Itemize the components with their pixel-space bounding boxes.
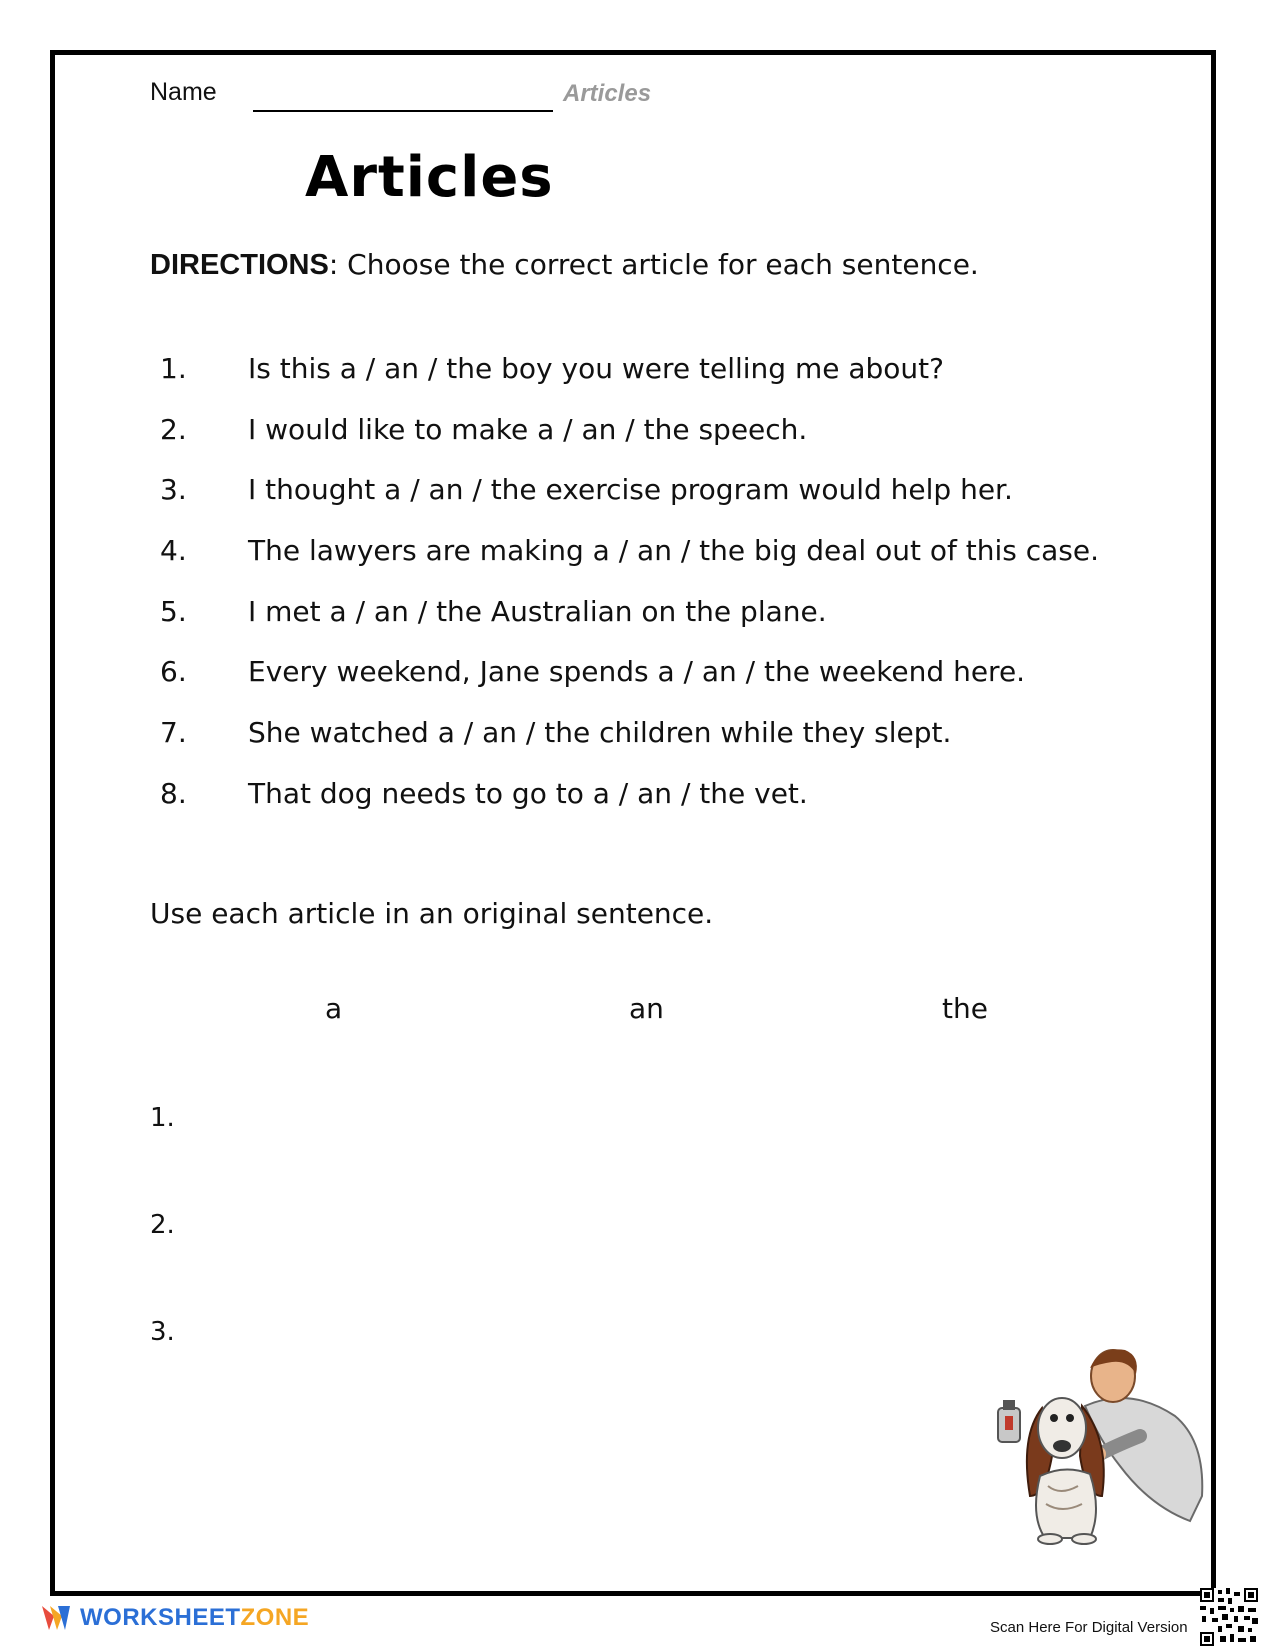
worksheetzone-w-icon bbox=[40, 1602, 72, 1634]
name-input-line[interactable] bbox=[253, 110, 553, 112]
question-text: I met a / an / the Australian on the plane. bbox=[248, 594, 827, 628]
question-text: I would like to make a / an / the speech. bbox=[248, 412, 808, 446]
article-word-the: the bbox=[942, 992, 988, 1025]
question-text: Every weekend, Jane spends a / an / the weekend here. bbox=[248, 655, 1026, 689]
question-number: 7. bbox=[160, 716, 187, 750]
section-instruction: Use each article in an original sentence. bbox=[150, 897, 714, 930]
question-number: 1. bbox=[160, 352, 187, 385]
vet-with-basset-hound-illustration bbox=[990, 1346, 1218, 1546]
logo-text-part2: ZONE bbox=[240, 1604, 310, 1631]
question-item bbox=[160, 534, 1099, 595]
question-text: The lawyers are making a / an / the big deal out of this case. bbox=[248, 534, 1099, 568]
sentence-line-number: 1. bbox=[150, 1103, 175, 1133]
question-item bbox=[160, 655, 1099, 716]
question-item bbox=[160, 716, 1099, 777]
question-item bbox=[160, 413, 1099, 474]
directions-label: DIRECTIONS bbox=[150, 249, 329, 281]
question-list bbox=[160, 352, 1099, 838]
question-item bbox=[160, 473, 1099, 534]
name-label: Name bbox=[150, 78, 217, 106]
sentence-line-number: 2. bbox=[150, 1210, 175, 1240]
question-text: I thought a / an / the exercise program would help her. bbox=[248, 473, 1013, 507]
page-title: Articles bbox=[305, 145, 554, 210]
question-item bbox=[160, 352, 1099, 413]
question-text: That dog needs to go to a / an / the vet. bbox=[248, 776, 808, 810]
question-item bbox=[160, 777, 1099, 838]
header-tag: Articles bbox=[563, 80, 652, 107]
question-number: 3. bbox=[160, 473, 187, 507]
question-number: 2. bbox=[160, 412, 187, 446]
worksheetzone-logo[interactable] bbox=[40, 1602, 309, 1634]
question-number: 6. bbox=[160, 655, 187, 689]
question-number: 4. bbox=[160, 534, 187, 568]
question-text: She watched a / an / the children while they slept. bbox=[248, 716, 952, 750]
qr-code-icon[interactable] bbox=[1200, 1588, 1258, 1646]
article-word-a: a bbox=[325, 992, 343, 1025]
question-number: 5. bbox=[160, 594, 187, 628]
question-number: 8. bbox=[160, 776, 187, 810]
sentence-line-number: 3. bbox=[150, 1317, 175, 1347]
directions-text: : Choose the correct article for each sentence. bbox=[328, 248, 979, 281]
logo-text bbox=[80, 1604, 309, 1632]
scan-label: Scan Here For Digital Version bbox=[990, 1619, 1188, 1636]
question-item bbox=[160, 595, 1099, 656]
logo-text-part1: WORKSHEET bbox=[80, 1604, 241, 1631]
article-word-an: an bbox=[629, 992, 664, 1025]
directions bbox=[150, 248, 979, 282]
question-text: Is this a / an / the boy you were telling me about? bbox=[248, 352, 945, 385]
